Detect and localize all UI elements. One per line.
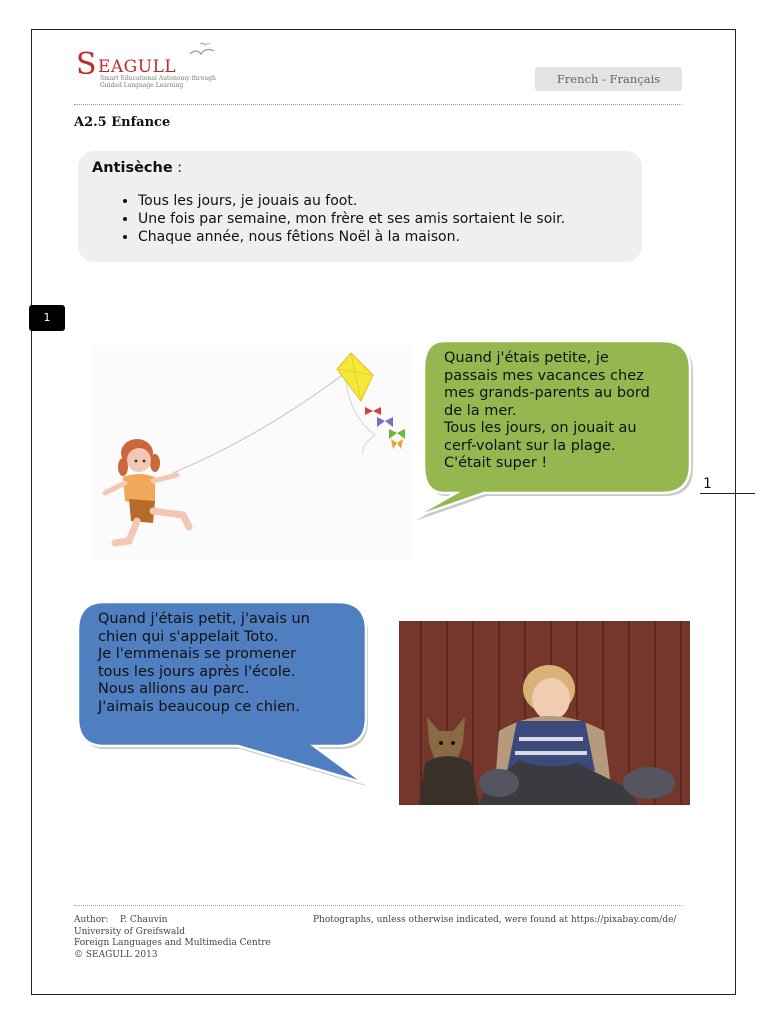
cheatsheet-box (78, 151, 642, 262)
logo-initial: S (76, 47, 97, 82)
margin-note-line (700, 493, 755, 494)
cheatsheet-item: • Chaque année, nous fêtions Noël à la maison. (138, 228, 628, 246)
seagull-logo (76, 42, 226, 98)
footer-photo-credits: Photographs, unless otherwise indicated, were found at https://pixabay.com/de/ (313, 915, 677, 925)
cheatsheet-title: Antisèche (92, 160, 173, 176)
girl-kite-illustration (93, 345, 423, 560)
header-divider (74, 104, 682, 105)
speech-bubble-blue-text: Quand j'étais petit, j'avais un chien qui s'appelait Toto. Je l'emmenais se promener tous les jours après l'école. Nous allions au parc. J'aimais beaucoup ce chien. (98, 611, 310, 715)
cheatsheet-item: • Une fois par semaine, mon frère et ses amis sortaient le soir. (138, 210, 628, 228)
footer-department: Foreign Languages and Multimedia Centre (74, 938, 271, 948)
footer-author-block (74, 915, 271, 961)
speech-bubble-green-text: Quand j'étais petite, je passais mes vacances chez mes grands-parents au bord de la mer. Tous les jours, on jouait au cerf-volant sur la plage. C'était super ! (444, 350, 650, 471)
cheatsheet-heading (92, 160, 628, 176)
footer-author-label: Author: (74, 915, 109, 925)
seagull-icon (188, 42, 218, 66)
cheatsheet-title-suffix: : (172, 160, 183, 176)
lesson-title: A2.5 Enfance (74, 115, 171, 130)
margin-note-number: 1 (703, 476, 712, 492)
footer-copyright: © SEAGULL 2013 (74, 949, 158, 960)
footer-divider (74, 905, 682, 906)
boy-with-dog-photo (399, 621, 690, 805)
cheatsheet-list (92, 192, 628, 246)
logo-wordmark: EAGULL (98, 57, 177, 77)
language-badge: French - Français (535, 67, 682, 91)
footer-university: University of Greifswald (74, 926, 185, 937)
exercise-number-badge: 1 (29, 305, 65, 331)
cheatsheet-item: • Tous les jours, je jouais au foot. (138, 192, 628, 210)
logo-tagline: Smart Educational Autonomy through Guided Language Learning (100, 75, 216, 89)
footer-author-name: P. Chauvin (119, 915, 168, 925)
footer-author-line (74, 915, 271, 927)
